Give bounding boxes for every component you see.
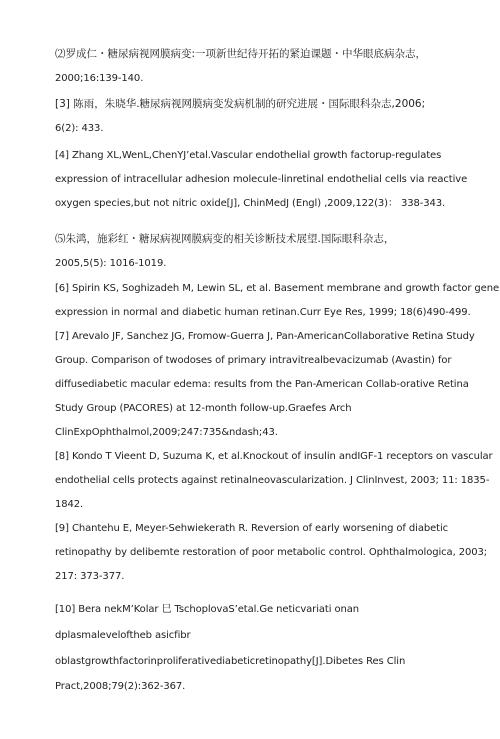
reference-5-line-2: 2005,5(5): 1016-1019. [55,258,167,269]
reference-9-line-2: retinopathy by delibemte restoration of poor metabolic control. Ophthalmologica, 2003; [55,547,488,558]
reference-7-line-3: diffusediabetic macular edema: results from the Pan-American Collab-orative Retina [55,379,469,390]
reference-3-line-2: 6(2): 433. [55,123,104,134]
reference-9-line-1: [9] Chantehu E, Meyer-Sehwiekerath R. Reversion of early worsening of diabetic [55,523,449,534]
reference-5-line-1: ⑸朱鸿，施彩红・糖尿病视网膜病变的相关诊断技术展望.国际眼科杂志， [55,233,395,245]
reference-6-line-1: [6] Spirin KS, Soghizadeh M, Lewin SL, et al. Basement membrane and growth factor gene [55,283,500,294]
reference-4-line-2: expression of intracellular adhesion molecule-linretinal endothelial cells via reactive [55,174,468,185]
reference-2-line-2: 2000;16:139-140. [55,73,144,84]
reference-6-line-2: expression in normal and diabetic human retinan.Curr Eye Res, 1999; 18(6)490-499. [55,307,471,318]
reference-2-line-1: ⑵罗成仁・糖尿病视网膜病变:一项新世纪待开拓的紧迫课题・中华眼底病杂志， [55,48,427,60]
reference-8-line-2: endothelial cells protects against retinalneovascularization. J ClinInvest, 2003; 11: 1835- [55,475,490,486]
reference-4-line-1: [4] Zhang XL,WenL,ChenYJ’etal.Vascular endothelial growth factorup-regulates [55,150,442,161]
reference-4-line-3: oxygen species,but not nitric oxide[J], ChinMedJ (Engl) ,2009,122(3)： 338-343. [55,198,446,209]
reference-10-line-3: oblastgrowthfactorinproliferativediabeticretinopathy[J].Dibetes Res Clin [55,656,406,667]
reference-10-line-2: dplasmaleveloftheb asicfibr [55,630,191,641]
reference-9-line-3: 217: 373-377. [55,571,125,582]
reference-8-line-1: [8] Kondo T Vieent D, Suzuma K, et al.Knockout of insulin andIGF-1 receptors on vascular [55,451,493,462]
reference-10-line-1: [10] Bera nekM’Kolar 巳 TschoplovaS’etal.Ge neticvariati onan [55,604,360,615]
reference-7-line-5: ClinExpOphthalmol,2009;247:735&ndash;43. [55,427,278,438]
reference-10-line-4: Pract,2008;79(2):362-367. [55,681,186,692]
reference-7-line-4: Study Group (PACORES) at 12-month follow-up.Graefes Arch [55,403,352,414]
reference-3-line-1: [3] 陈雨，朱晓华.糖尿病视网膜病变发病机制的研究进展・国际眼科杂志,2006; [55,98,426,110]
reference-7-line-2: Group. Comparison of twodoses of primary intravitrealbevacizumab (Avastin) for [55,355,452,366]
reference-8-line-3: 1842. [55,499,84,510]
reference-7-line-1: [7] Arevalo JF, Sanchez JG, Fromow-Guerra J, Pan-AmericanCollaborative Retina Study [55,331,475,342]
